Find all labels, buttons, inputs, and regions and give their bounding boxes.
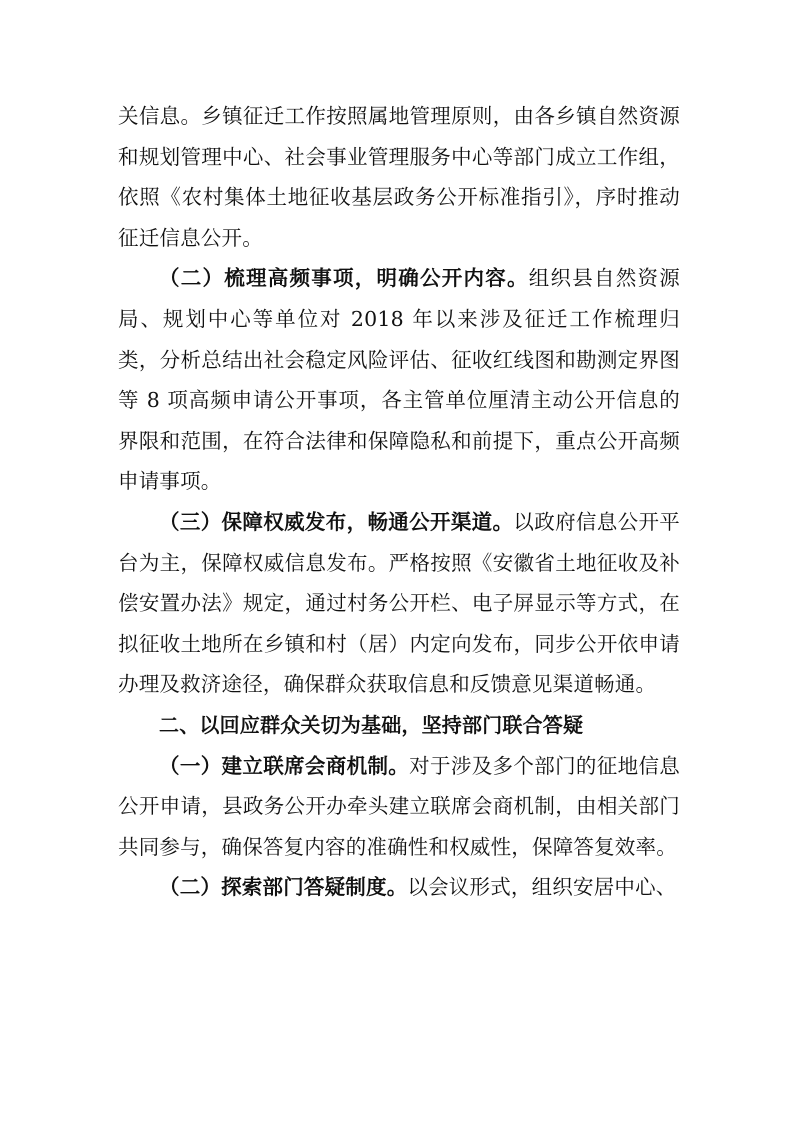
section-paragraph-1: [118, 746, 680, 868]
paragraph-continuation: [118, 96, 680, 258]
paragraph-text: 关信息。乡镇征迁工作按照属地管理原则，由各乡镇自然资源和规划管理中心、社会事业管理服务中心等部门成立工作组，依照《农村集体土地征收基层政务公开标准指引》，序时推动征迁信息公开。: [118, 104, 680, 250]
paragraph-text: 以政府信息公开平台为主，保障权威信息发布。严格按照《安徽省土地征收及补偿安置办法》规定，通过村务公开栏、电子屏显示等方式，在拟征收土地所在乡镇和村（居）内定向发布，同步公开依申请办理及救济途径，确保群众获取信息和反馈意见渠道畅通。: [118, 509, 680, 697]
section-paragraph-2: [118, 867, 680, 908]
section-heading: 二、以回应群众关切为基础，坚持部门联合答疑: [159, 712, 584, 737]
paragraph-text: 组织县自然资源局、规划中心等单位对 2018 年以来涉及征迁工作梳理归类，分析总结出社会稳定风险评估、征收红线图和勘测定界图等 8 项高频申请公开事项，各主管单位厘清主动公开信息的界限和范围，在符合法律和保障隐私和前提下，重点公开高频申请事项。: [118, 266, 680, 494]
document-page: [118, 96, 680, 908]
paragraph-text: 以会议形式，组织安居中心、: [407, 875, 677, 900]
paragraph-item-2: [118, 258, 680, 502]
paragraph-lead: （三）保障权威发布，畅通公开渠道。: [159, 509, 514, 534]
paragraph-lead: （二）梳理高频事项，明确公开内容。: [159, 266, 529, 291]
paragraph-item-3: [118, 502, 680, 705]
paragraph-lead: （二）探索部门答疑制度。: [159, 875, 408, 900]
paragraph-lead: （一）建立联席会商机制。: [159, 753, 410, 778]
paragraph-text: 对于涉及多个部门的征地信息公开申请，县政务公开办牵头建立联席会商机制，由相关部门共同参与，确保答复内容的准确性和权威性，保障答复效率。: [118, 753, 680, 859]
